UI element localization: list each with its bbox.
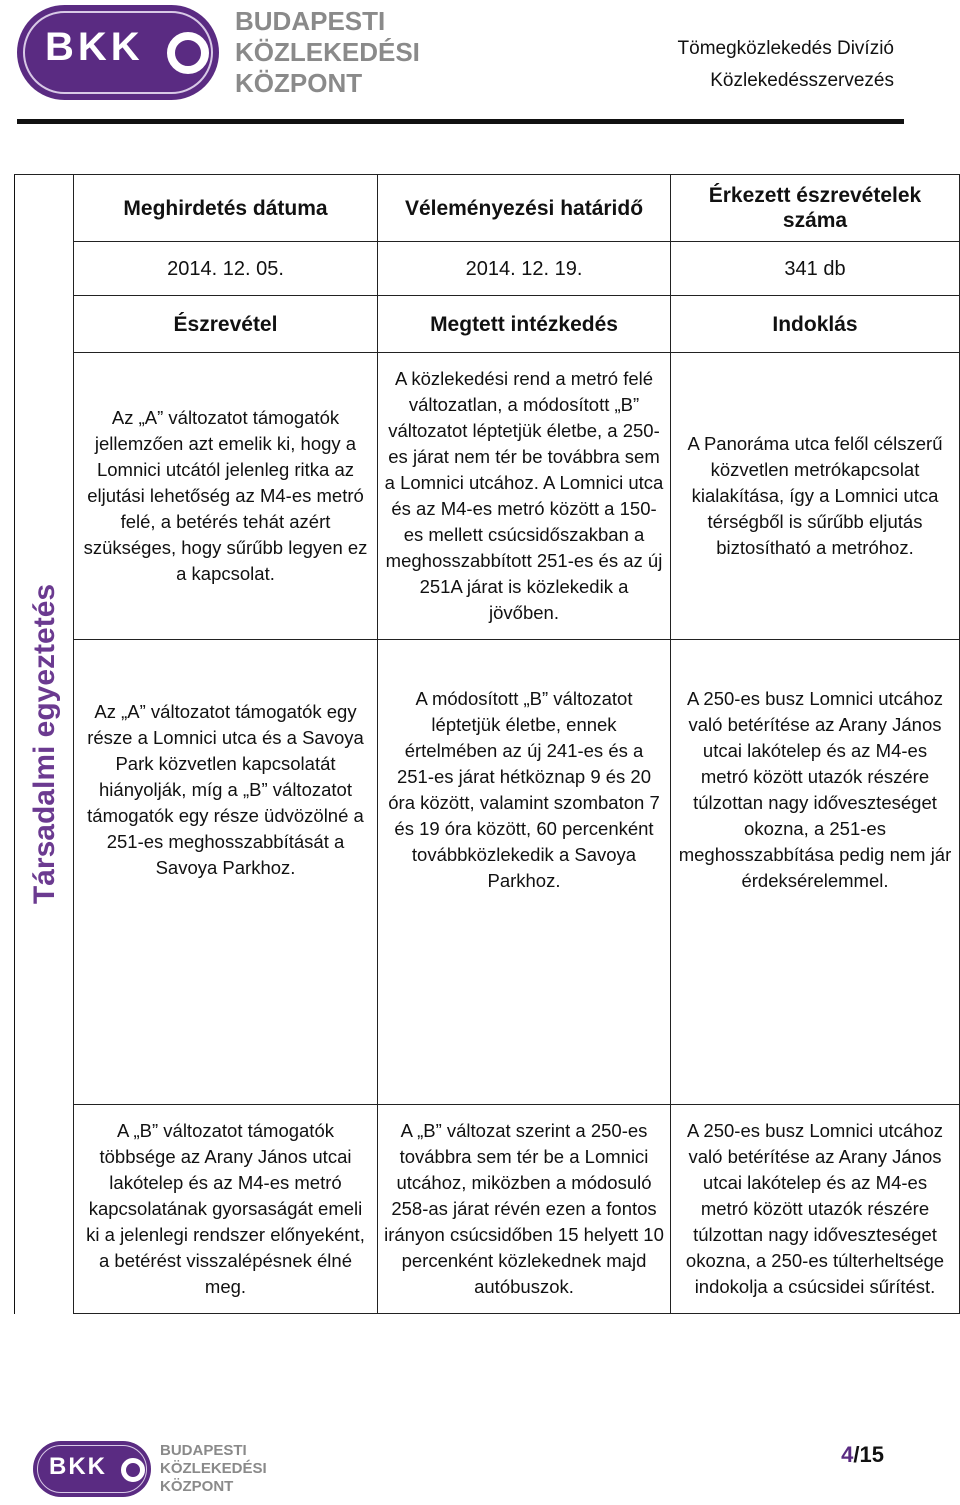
footer-logo-o-icon xyxy=(121,1458,145,1482)
division-name: Tömegközlekedés Divízió xyxy=(677,38,894,59)
row-2-observation: Az „A” változatot támogatók egy része a Lomnici utca és a Savoya Park közvetlen kapcsolatát hiányolják, míg a „B” változatot támogatók egy része üdvözölné a 251-es meghosszabbítását a Savoya Parkhoz. xyxy=(87,701,364,878)
page-current: 4 xyxy=(841,1442,854,1467)
row-3-action: A „B” változat szerint a 250-es továbbra sem tér be a Lomnici utcához, miközben a módosuló 258-as járat révén ezen a fontos irányon csúcsidőben 15 helyett 10 percenként közlekednek majd autóbuszok. xyxy=(384,1120,664,1297)
row-1-observation: Az „A” változatot támogatók jellemzően azt emelik ki, hogy a Lomnici utcától jelenleg ritka az eljutási lehetőség az M4-es metró felé, a betérés tehát azért szükséges, hogy sűrűbb legyen ez a kapcsolat. xyxy=(83,407,368,584)
logo-mark: BKK xyxy=(45,25,144,69)
logo-wordmark xyxy=(235,6,420,99)
row-3-observation: A „B” változatot támogatók többsége az Arany János utcai lakótelep és az M4-es metró kapcsolatának gyorsaságát emeli ki a jelenlegi rendszer előnyeként, a betérést visszalépésnek élné meg. xyxy=(86,1120,365,1297)
footer-bkk-logo xyxy=(33,1441,151,1497)
bkk-logo xyxy=(17,5,219,100)
header-comment-count: Érkezett észrevételek száma xyxy=(708,184,922,232)
table-border-bottom xyxy=(73,1313,960,1314)
column-header-reason: Indoklás xyxy=(772,312,858,336)
footer-logo-line: KÖZPONT xyxy=(160,1478,234,1495)
deadline-date: 2014. 12. 19. xyxy=(465,257,583,280)
logo-o-icon xyxy=(167,32,209,74)
logo-line: BUDAPESTI xyxy=(235,6,386,36)
department-name: Közlekedésszervezés xyxy=(710,70,894,91)
row-2-action: A módosított „B” változatot léptetjük életbe, ennek értelmében az új 241-es és a 251-es járat hétköznap 9 és 20 óra között, valamint szombaton 7 és 19 óra között, 60 percenként továbbközlekedik a Savoya Parkhoz. xyxy=(388,688,660,891)
consultation-table xyxy=(14,174,960,1314)
comment-count: 341 db xyxy=(784,257,846,280)
logo-line: KÖZLEKEDÉSI xyxy=(235,37,420,67)
header-divider xyxy=(17,119,904,124)
row-1-reason: A Panoráma utca felől célszerű közvetlen metrókapcsolat kialakítása, így a Lomnici utca térségből is sűrűbb eljutás biztosítható a metróhoz. xyxy=(687,433,943,558)
footer-logo-line: KÖZLEKEDÉSI xyxy=(160,1460,267,1477)
footer-logo-line: BUDAPESTI xyxy=(160,1442,247,1459)
column-header-observation: Észrevétel xyxy=(173,312,278,336)
logo-line: KÖZPONT xyxy=(235,68,363,98)
section-label: Társadalmi egyeztetés xyxy=(28,583,61,905)
footer-wordmark xyxy=(160,1442,267,1496)
announcement-date: 2014. 12. 05. xyxy=(167,257,284,280)
page-number xyxy=(841,1442,884,1468)
row-1-action: A közlekedési rend a metró felé változatlan, a módosított „B” változatot léptetjük életbe, a 250-es járat nem tér be továbbra sem a Lomnici utcához. A Lomnici utca és az M4-es metró között a 150-es mellett csúcsidőszakban a meghosszabbított 251-es és az új 251A járat is közlekedik a jövőben. xyxy=(384,368,664,623)
header-announcement-date: Meghirdetés dátuma xyxy=(123,196,328,220)
row-2-reason: A 250-es busz Lomnici utcához való betérítése az Arany János utcai lakótelep és az M4-es metró között utazók részére túlzottan nagy időveszteséget okozna, a 251-es meghosszabbítása pedig nem jár érdeksérelemmel. xyxy=(678,688,952,891)
row-3-reason: A 250-es busz Lomnici utcához való betérítése az Arany János utcai lakótelep és az M4-es metró között utazók részére túlzottan nagy időveszteséget okozna, a 250-es túlterheltsége indokolja a csúcsidei sűrítést. xyxy=(685,1120,945,1297)
column-header-action: Megtett intézkedés xyxy=(430,312,618,336)
header-deadline: Véleményezési határidő xyxy=(404,196,644,220)
page-total: /15 xyxy=(853,1442,884,1467)
footer-logo-mark: BKK xyxy=(49,1453,107,1480)
division-info xyxy=(678,33,894,97)
